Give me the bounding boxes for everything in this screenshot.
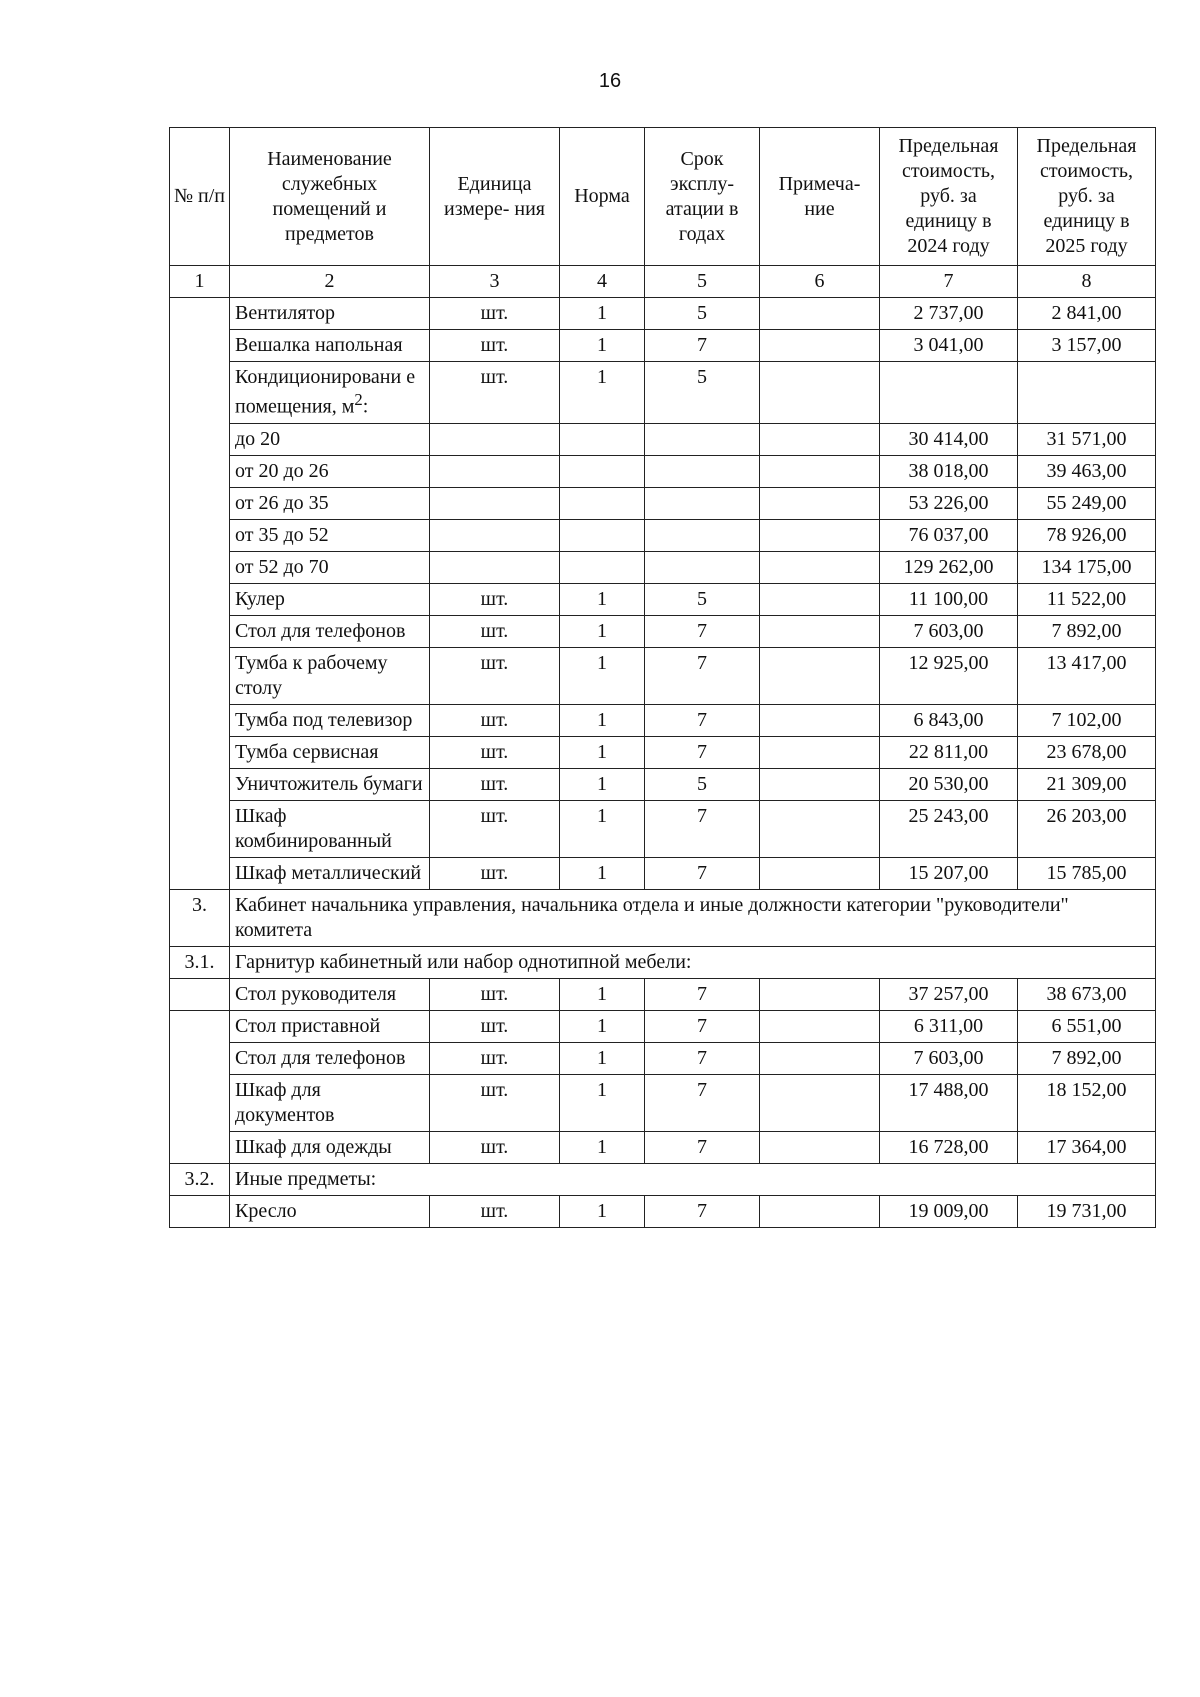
item-norm [560,519,645,551]
item-price-2025: 13 417,00 [1018,647,1156,704]
item-price-2025: 6 551,00 [1018,1010,1156,1042]
item-price-2024: 7 603,00 [880,615,1018,647]
item-price-2024 [880,362,1018,424]
item-norm: 1 [560,768,645,800]
column-number: 2 [230,266,430,298]
section-title: Гарнитур кабинетный или набор однотипной мебели: [230,946,1156,978]
table-row [170,298,1156,330]
item-name: Кресло [230,1195,430,1227]
item-term: 7 [645,1010,760,1042]
item-name: Шкаф металлический [230,857,430,889]
item-name: Вентилятор [230,298,430,330]
item-term: 7 [645,1131,760,1163]
item-price-2024: 20 530,00 [880,768,1018,800]
item-unit [430,551,560,583]
item-unit: шт. [430,736,560,768]
table-body [170,298,1156,1228]
item-norm: 1 [560,647,645,704]
item-name: от 52 до 70 [230,551,430,583]
item-term: 7 [645,615,760,647]
item-name: от 26 до 35 [230,487,430,519]
item-term: 5 [645,362,760,424]
table-row [170,1010,1156,1042]
item-price-2025: 78 926,00 [1018,519,1156,551]
item-name: Шкаф для одежды [230,1131,430,1163]
item-note [760,704,880,736]
item-note [760,455,880,487]
page-number: 16 [598,70,622,92]
item-unit: шт. [430,1042,560,1074]
item-price-2024: 16 728,00 [880,1131,1018,1163]
item-note [760,615,880,647]
item-term: 7 [645,330,760,362]
norms-table [169,127,1156,1228]
item-price-2025: 7 102,00 [1018,704,1156,736]
item-note [760,583,880,615]
item-price-2025: 23 678,00 [1018,736,1156,768]
table-row [170,704,1156,736]
table-row [170,800,1156,857]
item-norm: 1 [560,736,645,768]
item-unit: шт. [430,330,560,362]
item-unit [430,455,560,487]
section-title: Иные предметы: [230,1163,1156,1195]
item-norm [560,423,645,455]
item-unit: шт. [430,583,560,615]
item-name: от 35 до 52 [230,519,430,551]
item-name: Шкаф комбинированный [230,800,430,857]
item-name: Кулер [230,583,430,615]
item-unit: шт. [430,768,560,800]
item-norm: 1 [560,857,645,889]
header-term: Срок эксплу- атации в годах [645,128,760,266]
item-unit: шт. [430,1131,560,1163]
table-row [170,1042,1156,1074]
item-price-2025: 21 309,00 [1018,768,1156,800]
item-term: 7 [645,1074,760,1131]
item-note [760,1074,880,1131]
item-name: Тумба сервисная [230,736,430,768]
item-norm: 1 [560,800,645,857]
table-row [170,978,1156,1010]
item-price-2024: 11 100,00 [880,583,1018,615]
item-note [760,857,880,889]
table-row [170,362,1156,424]
item-note [760,647,880,704]
item-unit: шт. [430,857,560,889]
item-unit: шт. [430,298,560,330]
table-row [170,487,1156,519]
item-note [760,978,880,1010]
item-unit: шт. [430,615,560,647]
item-unit: шт. [430,647,560,704]
item-price-2025: 39 463,00 [1018,455,1156,487]
item-norm: 1 [560,1074,645,1131]
column-number: 6 [760,266,880,298]
item-term: 7 [645,978,760,1010]
item-note [760,362,880,424]
index-cell-empty [170,978,230,1010]
header-index: № п/п [170,128,230,266]
item-price-2024: 38 018,00 [880,455,1018,487]
item-note [760,487,880,519]
item-price-2025: 19 731,00 [1018,1195,1156,1227]
item-price-2024: 3 041,00 [880,330,1018,362]
section-row [170,946,1156,978]
item-price-2025: 26 203,00 [1018,800,1156,857]
item-term [645,519,760,551]
item-price-2024: 37 257,00 [880,978,1018,1010]
item-norm: 1 [560,704,645,736]
table-row [170,768,1156,800]
item-note [760,800,880,857]
item-term: 5 [645,583,760,615]
item-price-2024: 22 811,00 [880,736,1018,768]
table-row [170,1131,1156,1163]
column-number: 8 [1018,266,1156,298]
item-unit: шт. [430,1010,560,1042]
item-term: 7 [645,704,760,736]
item-norm: 1 [560,583,645,615]
item-norm: 1 [560,362,645,424]
table-row [170,551,1156,583]
item-term [645,487,760,519]
item-norm: 1 [560,1010,645,1042]
item-price-2025: 2 841,00 [1018,298,1156,330]
item-price-2025: 11 522,00 [1018,583,1156,615]
item-norm [560,455,645,487]
item-norm: 1 [560,1042,645,1074]
index-cell-empty [170,298,230,890]
item-price-2025: 17 364,00 [1018,1131,1156,1163]
item-unit: шт. [430,362,560,424]
header-norm: Норма [560,128,645,266]
table-row [170,519,1156,551]
header-price-2025: Предельная стоимость, руб. за единицу в 2025 году [1018,128,1156,266]
header-name: Наименование служебных помещений и предметов [230,128,430,266]
item-note [760,1042,880,1074]
item-price-2024: 2 737,00 [880,298,1018,330]
item-term: 7 [645,647,760,704]
item-name: Тумба к рабочему столу [230,647,430,704]
table-row [170,857,1156,889]
item-term: 7 [645,800,760,857]
item-name: до 20 [230,423,430,455]
item-price-2025: 3 157,00 [1018,330,1156,362]
item-price-2025: 18 152,00 [1018,1074,1156,1131]
item-price-2024: 17 488,00 [880,1074,1018,1131]
item-name: Вешалка напольная [230,330,430,362]
section-index: 3. [170,889,230,946]
item-unit [430,519,560,551]
item-name: Тумба под телевизор [230,704,430,736]
item-price-2025: 7 892,00 [1018,1042,1156,1074]
item-unit: шт. [430,1195,560,1227]
item-price-2024: 76 037,00 [880,519,1018,551]
item-note [760,330,880,362]
header-row [170,128,1156,266]
item-term [645,423,760,455]
table-row [170,647,1156,704]
item-note [760,519,880,551]
item-norm: 1 [560,330,645,362]
item-unit [430,423,560,455]
table-row [170,330,1156,362]
item-price-2024: 19 009,00 [880,1195,1018,1227]
section-index: 3.1. [170,946,230,978]
item-price-2025: 38 673,00 [1018,978,1156,1010]
item-term: 5 [645,298,760,330]
table-row [170,615,1156,647]
item-price-2025: 7 892,00 [1018,615,1156,647]
item-unit [430,487,560,519]
item-name: Стол руководителя [230,978,430,1010]
item-price-2024: 25 243,00 [880,800,1018,857]
section-title: Кабинет начальника управления, начальника отдела и иные должности категории "руководители" комитета [230,889,1156,946]
item-name: Уничтожитель бумаги [230,768,430,800]
item-note [760,768,880,800]
header-unit: Единица измере- ния [430,128,560,266]
item-name: от 20 до 26 [230,455,430,487]
item-note [760,423,880,455]
item-norm: 1 [560,298,645,330]
table-row [170,583,1156,615]
item-price-2025: 134 175,00 [1018,551,1156,583]
item-price-2024: 30 414,00 [880,423,1018,455]
table-row [170,423,1156,455]
item-term: 5 [645,768,760,800]
item-unit: шт. [430,800,560,857]
section-row [170,1163,1156,1195]
column-number: 4 [560,266,645,298]
item-price-2024: 12 925,00 [880,647,1018,704]
item-name: Стол для телефонов [230,615,430,647]
item-price-2024: 129 262,00 [880,551,1018,583]
item-term: 7 [645,857,760,889]
item-note [760,1131,880,1163]
column-number: 5 [645,266,760,298]
item-unit: шт. [430,704,560,736]
section-row [170,889,1156,946]
item-note [760,1010,880,1042]
item-price-2025: 55 249,00 [1018,487,1156,519]
table-row [170,1195,1156,1227]
item-note [760,298,880,330]
column-number: 7 [880,266,1018,298]
item-price-2024: 6 843,00 [880,704,1018,736]
item-term [645,551,760,583]
header-note: Примеча- ние [760,128,880,266]
item-term: 7 [645,1195,760,1227]
item-price-2024: 7 603,00 [880,1042,1018,1074]
item-term [645,455,760,487]
table-row [170,455,1156,487]
item-term: 7 [645,736,760,768]
column-number: 3 [430,266,560,298]
item-note [760,1195,880,1227]
item-price-2025: 31 571,00 [1018,423,1156,455]
header-price-2024: Предельная стоимость, руб. за единицу в 2024 году [880,128,1018,266]
item-norm [560,487,645,519]
item-price-2025 [1018,362,1156,424]
item-name: Стол приставной [230,1010,430,1042]
item-price-2025: 15 785,00 [1018,857,1156,889]
item-name: Шкаф для документов [230,1074,430,1131]
item-unit: шт. [430,1074,560,1131]
item-norm: 1 [560,1195,645,1227]
item-name: Кондиционировани е помещения, $м^2$: [230,362,430,424]
table-row [170,736,1156,768]
section-index: 3.2. [170,1163,230,1195]
index-cell-empty [170,1010,230,1163]
item-price-2024: 6 311,00 [880,1010,1018,1042]
item-norm: 1 [560,1131,645,1163]
item-note [760,736,880,768]
item-note [760,551,880,583]
item-unit: шт. [430,978,560,1010]
index-cell-empty [170,1195,230,1227]
column-number-row [170,266,1156,298]
column-number: 1 [170,266,230,298]
item-norm [560,551,645,583]
item-term: 7 [645,1042,760,1074]
table-row [170,1074,1156,1131]
item-price-2024: 53 226,00 [880,487,1018,519]
item-norm: 1 [560,978,645,1010]
item-name: Стол для телефонов [230,1042,430,1074]
item-price-2024: 15 207,00 [880,857,1018,889]
item-norm: 1 [560,615,645,647]
